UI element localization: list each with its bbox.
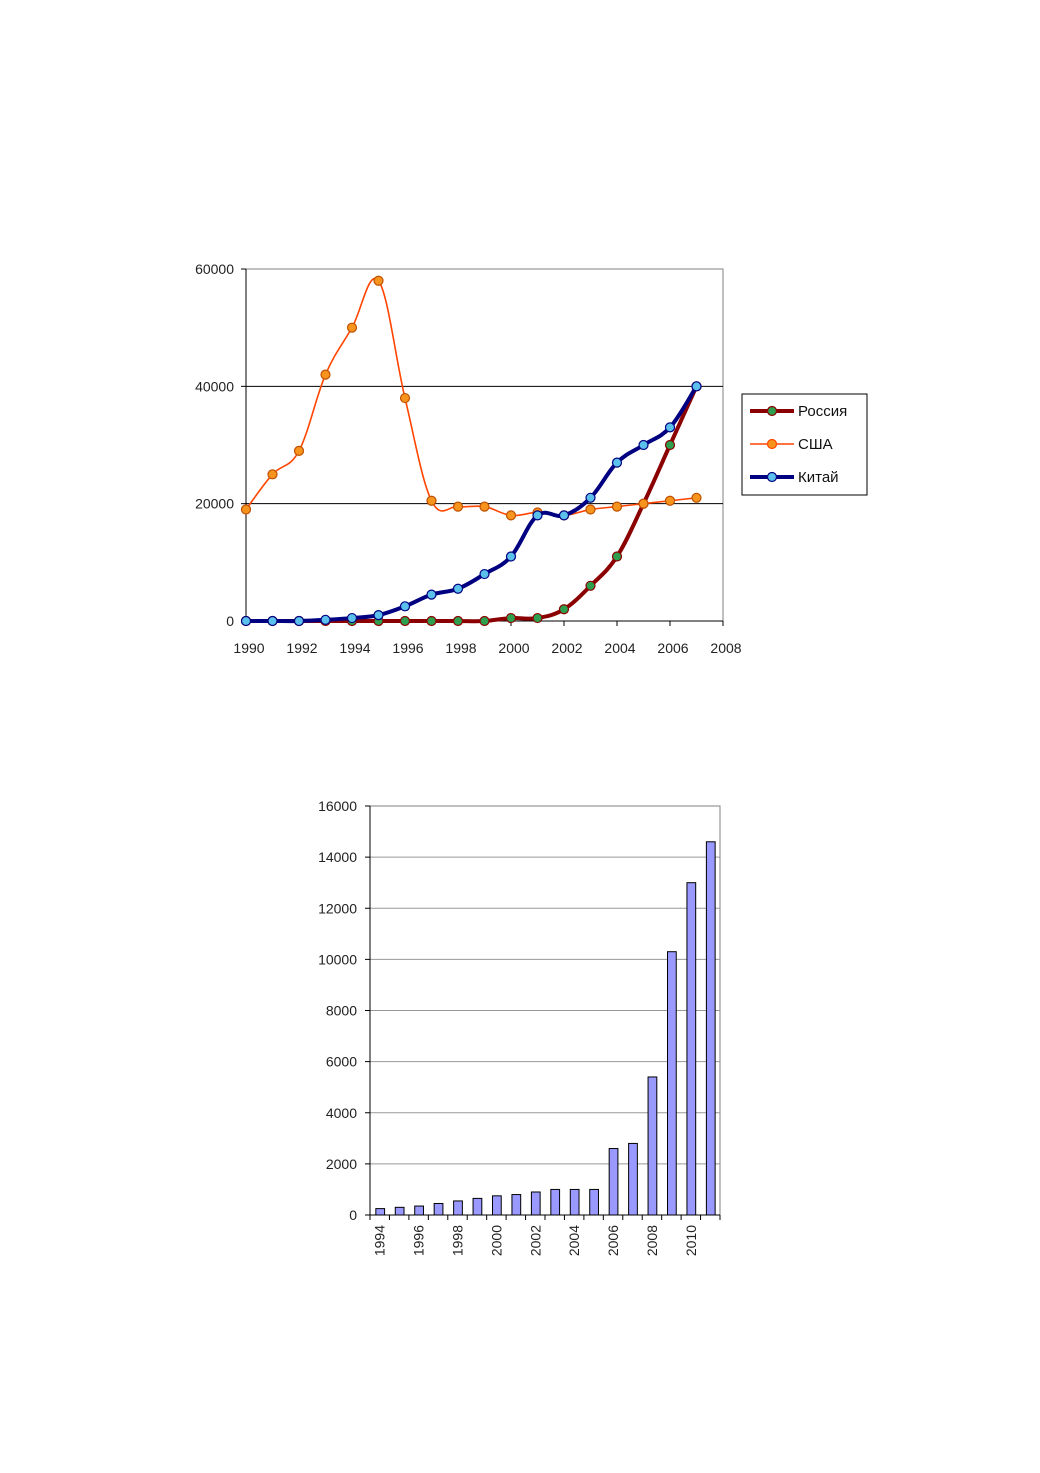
series-point-2 <box>374 611 383 620</box>
y-tick-label: 10000 <box>318 951 357 968</box>
series-point-2 <box>480 570 489 579</box>
bar <box>415 1206 424 1215</box>
x-tick-label: 2008 <box>643 1225 660 1257</box>
legend-label: Россия <box>798 403 848 420</box>
series-point-1 <box>480 502 489 511</box>
bar <box>648 1077 657 1215</box>
y-tick-label: 12000 <box>318 900 357 917</box>
x-tick-label: 2000 <box>488 1225 505 1257</box>
series-point-1 <box>427 496 436 505</box>
series-point-1 <box>613 502 622 511</box>
plot-area <box>246 269 723 621</box>
series-point-0 <box>666 441 675 450</box>
x-tick-label: 1998 <box>445 640 477 656</box>
series-point-0 <box>560 605 569 614</box>
y-tick-label: 6000 <box>325 1053 357 1070</box>
series-point-0 <box>533 614 542 623</box>
y-tick-label: 40000 <box>195 378 234 395</box>
series-point-0 <box>507 614 516 623</box>
series-point-0 <box>480 617 489 626</box>
x-tick-label: 1996 <box>392 640 424 656</box>
series-point-1 <box>268 470 277 479</box>
bar <box>531 1192 540 1215</box>
x-tick-label: 2006 <box>605 1225 622 1257</box>
bar <box>668 952 677 1215</box>
series-point-0 <box>586 581 595 590</box>
x-tick-label: 1998 <box>449 1225 466 1257</box>
bar <box>395 1207 404 1215</box>
series-point-0 <box>401 617 410 626</box>
bar <box>551 1189 560 1215</box>
series-point-2 <box>348 614 357 623</box>
bar <box>512 1195 521 1215</box>
series-point-2 <box>666 423 675 432</box>
legend-swatch-marker <box>768 407 777 416</box>
bar <box>609 1149 618 1215</box>
x-tick-label: 2004 <box>604 640 636 656</box>
legend-swatch-marker <box>768 473 777 482</box>
bar <box>629 1143 638 1215</box>
legend-swatch-marker <box>768 440 777 449</box>
y-tick-label: 16000 <box>318 798 357 814</box>
x-tick-label: 2002 <box>551 640 583 656</box>
bar <box>687 883 696 1215</box>
series-point-1 <box>692 493 701 502</box>
series-point-1 <box>295 446 304 455</box>
x-tick-label: 2008 <box>710 640 742 656</box>
y-tick-label: 4000 <box>325 1104 357 1121</box>
y-tick-label: 20000 <box>195 495 234 512</box>
series-point-1 <box>666 496 675 505</box>
bar-chart <box>318 798 720 1256</box>
series-point-2 <box>427 590 436 599</box>
series-point-2 <box>533 511 542 520</box>
series-point-2 <box>242 617 251 626</box>
series-point-2 <box>560 511 569 520</box>
series-point-2 <box>692 382 701 391</box>
series-point-1 <box>348 323 357 332</box>
legend-label: США <box>798 436 833 453</box>
bar <box>570 1189 579 1215</box>
series-point-1 <box>507 511 516 520</box>
x-tick-label: 1992 <box>286 640 318 656</box>
series-point-2 <box>639 441 648 450</box>
series-point-0 <box>427 617 436 626</box>
y-tick-label: 2000 <box>325 1155 357 1172</box>
bar <box>434 1203 443 1215</box>
x-tick-label: 2002 <box>527 1225 544 1257</box>
x-tick-label: 1994 <box>339 640 371 656</box>
x-tick-label: 2006 <box>657 640 689 656</box>
x-tick-label: 1996 <box>410 1225 427 1257</box>
x-tick-label: 2000 <box>498 640 530 656</box>
series-point-2 <box>507 552 516 561</box>
y-tick-label: 60000 <box>195 261 234 277</box>
x-tick-label: 1990 <box>233 640 265 656</box>
y-tick-label: 8000 <box>325 1002 357 1019</box>
x-tick-label: 2004 <box>566 1225 583 1257</box>
series-point-1 <box>454 502 463 511</box>
legend-label: Китай <box>798 469 839 486</box>
y-tick-label: 0 <box>226 613 234 629</box>
y-tick-label: 14000 <box>318 849 357 866</box>
series-point-2 <box>401 602 410 611</box>
y-tick-label: 0 <box>349 1207 357 1223</box>
series-point-0 <box>613 552 622 561</box>
series-point-2 <box>295 617 304 626</box>
bar <box>590 1189 599 1215</box>
bar <box>473 1198 482 1215</box>
bar <box>706 842 715 1215</box>
series-point-1 <box>401 394 410 403</box>
series-point-1 <box>586 505 595 514</box>
series-point-1 <box>321 370 330 379</box>
line-chart <box>195 261 867 656</box>
x-tick-label: 2010 <box>682 1225 699 1257</box>
bar <box>454 1201 463 1215</box>
series-point-1 <box>374 276 383 285</box>
series-point-2 <box>454 584 463 593</box>
bar <box>493 1196 502 1215</box>
series-point-2 <box>613 458 622 467</box>
bar <box>376 1209 385 1215</box>
series-point-2 <box>321 615 330 624</box>
series-point-0 <box>454 617 463 626</box>
x-tick-label: 1994 <box>371 1225 388 1257</box>
series-point-1 <box>639 499 648 508</box>
series-point-1 <box>242 505 251 514</box>
series-point-2 <box>268 617 277 626</box>
series-point-2 <box>586 493 595 502</box>
